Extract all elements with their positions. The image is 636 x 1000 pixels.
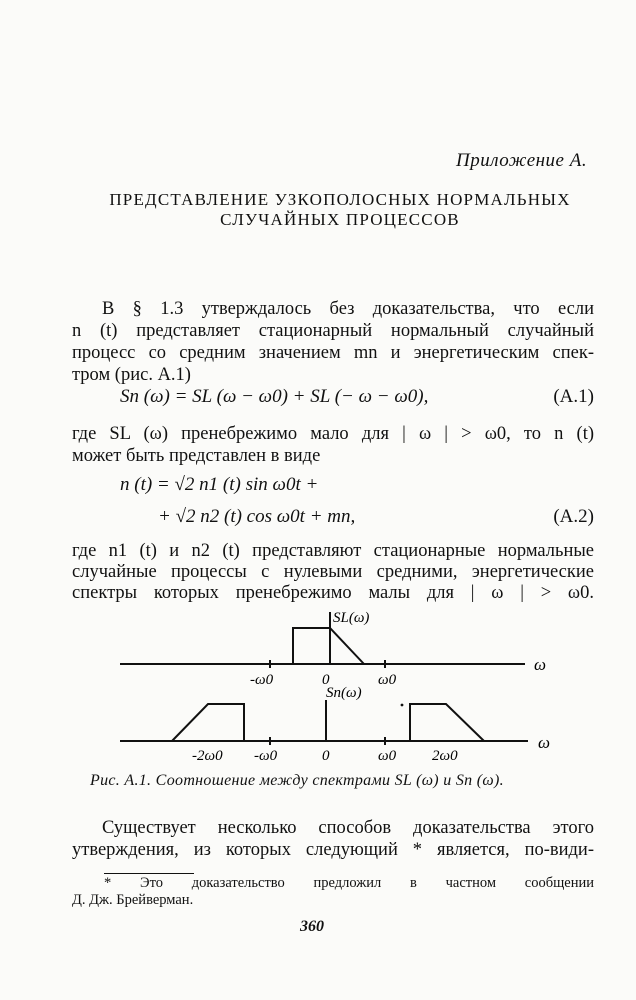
footnote-line-1: * Это доказательство предложил в частном сообщении bbox=[104, 875, 594, 891]
paragraph-3-line-2: случайные процессы с нулевыми средними, энергетические bbox=[72, 562, 594, 582]
sn-left-band-shape bbox=[172, 704, 244, 741]
paragraph-4-line-2: утверждения, из которых следующий * является, по-види- bbox=[72, 840, 594, 860]
appendix-heading: Приложение А. bbox=[456, 150, 588, 171]
bottom-tick-minus-omega0: -ω0 bbox=[254, 748, 278, 764]
paragraph-2-line-1: где SL (ω) пренебрежимо мало для | ω | > ω0, то n (t) bbox=[72, 424, 594, 444]
paragraph-2-line-2: может быть представлен в виде bbox=[72, 446, 321, 466]
bottom-tick-2omega0: 2ω0 bbox=[432, 748, 458, 764]
section-title-line-2: СЛУЧАЙНЫХ ПРОЦЕССОВ bbox=[220, 210, 460, 229]
paragraph-1-line-4: тром (рис. А.1) bbox=[72, 365, 191, 385]
paragraph-1-line-1: В § 1.3 утверждалось без доказательства, что если bbox=[102, 299, 594, 319]
figure-caption: Рис. А.1. Соотношение между спектрами SL (ω) и Sn (ω). bbox=[90, 772, 504, 789]
paragraph-3-line-1: где n1 (t) и n2 (t) представляют стационарные нормальные bbox=[72, 541, 594, 561]
paragraph-1-line-3: процесс со средним значением mn и энергетическим спек- bbox=[72, 343, 594, 363]
top-tick-zero: 0 bbox=[322, 672, 330, 688]
equation-a1-number: (А.1) bbox=[553, 386, 594, 407]
footnote-line-2: Д. Дж. Брейверман. bbox=[72, 892, 194, 908]
bottom-tick-omega0: ω0 bbox=[378, 748, 397, 764]
sn-label: Sn(ω) bbox=[326, 685, 362, 701]
top-tick-minus-omega0: -ω0 bbox=[250, 672, 274, 688]
equation-a2-number: (А.2) bbox=[553, 506, 594, 527]
top-axis-omega-label: ω bbox=[534, 655, 547, 674]
sn-right-band-shape bbox=[410, 704, 484, 741]
bottom-tick-minus-2omega0: -2ω0 bbox=[192, 748, 223, 764]
equation-a2-line-1: n (t) = √2 n1 (t) sin ω0t + bbox=[120, 474, 319, 495]
top-tick-omega0: ω0 bbox=[378, 672, 397, 688]
equation-a2-line-2: + √2 n2 (t) cos ω0t + mn, bbox=[158, 506, 356, 527]
bottom-axis-omega-label: ω bbox=[538, 733, 551, 752]
page-number: 360 bbox=[300, 918, 324, 935]
paragraph-4-line-1: Существует несколько способов доказательства этого bbox=[102, 818, 594, 838]
bottom-tick-zero: 0 bbox=[322, 748, 330, 764]
spectra-figure bbox=[0, 600, 636, 765]
paragraph-3-line-3: спектры которых пренебрежимо малы для | ω | > ω0. bbox=[72, 583, 594, 603]
section-title-line-1: ПРЕДСТАВЛЕНИЕ УЗКОПОЛОСНЫХ НОРМАЛЬНЫХ bbox=[109, 190, 571, 209]
sl-spectrum-shape bbox=[293, 628, 364, 664]
paragraph-1-line-2: n (t) представляет стационарный нормальный случайный bbox=[72, 321, 594, 341]
equation-a1: Sn (ω) = SL (ω − ω0) + SL (− ω − ω0), bbox=[120, 386, 429, 407]
sl-label: SL(ω) bbox=[333, 610, 370, 626]
